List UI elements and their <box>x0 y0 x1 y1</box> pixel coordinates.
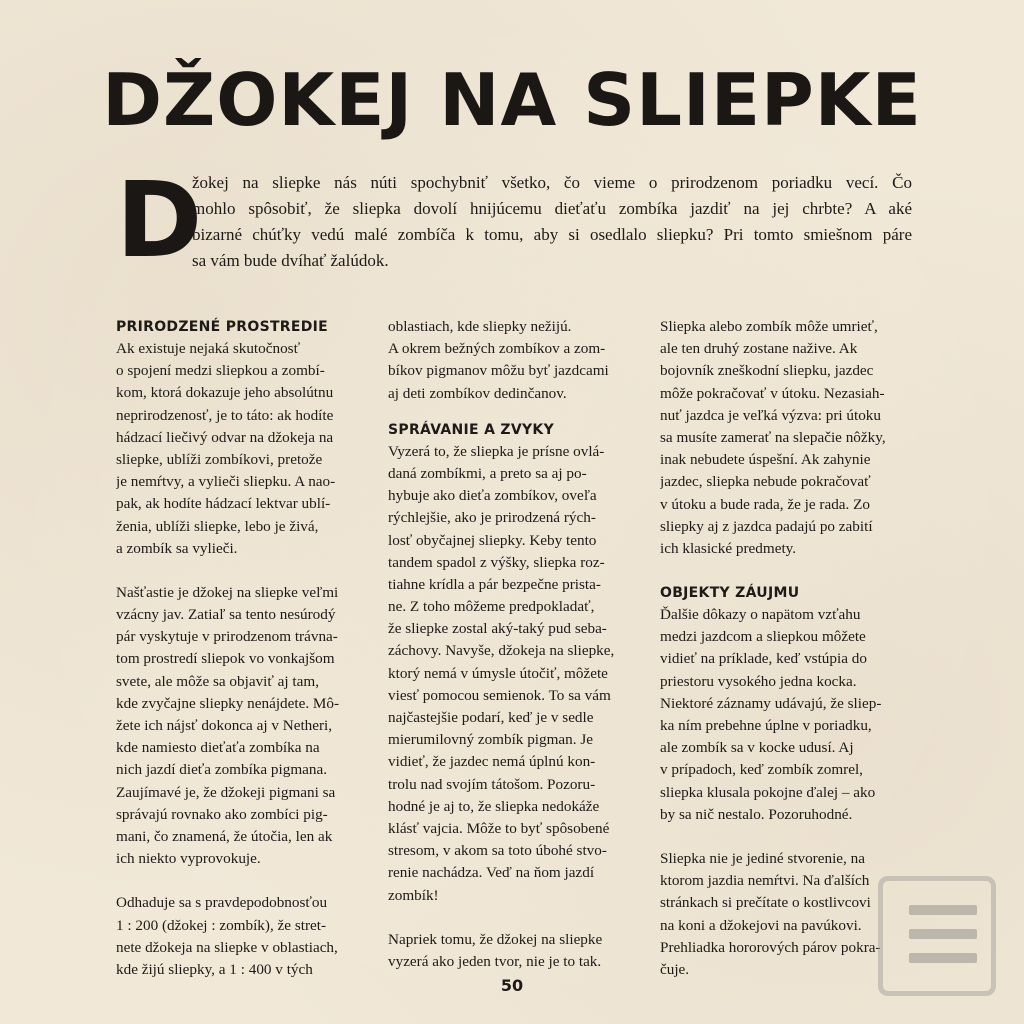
text-line: čuje. <box>660 960 690 978</box>
text-line: viesť pomocou semienok. To sa vám <box>388 686 611 704</box>
paragraph <box>388 441 638 907</box>
text-line: sliepka klusala pokojne ďalej – ako <box>660 783 876 801</box>
watermark-book-icon <box>878 876 996 996</box>
text-line: jazdec, sliepka nebude pokračovať <box>660 473 871 491</box>
paragraph <box>116 892 366 981</box>
text-line: mierumilovný zombík pigman. Je <box>388 731 594 749</box>
text-line: Prehliadka hororových párov pokra- <box>660 938 881 956</box>
text-line: by sa nič nestalo. Pozoruhodné. <box>660 805 853 823</box>
text-line: hádzací liečivý odvar na džokeja na <box>116 428 334 446</box>
text-line: vyzerá ako jeden tvor, nie je to tak. <box>388 952 602 970</box>
text-line: neprirodzenosť, je to táto: ak hodíte <box>116 406 334 424</box>
section-heading-interest: OBJEKTY ZÁUJMU <box>660 585 800 602</box>
paragraph <box>116 338 366 560</box>
text-line: kde namiesto dieťaťa zombíka na <box>116 739 320 757</box>
intro-line: žokej na sliepke nás núti spochybniť všetko, čo vieme o prirodzenom poriadku vecí. Čo <box>192 173 912 192</box>
text-line: losť obyčajnej sliepky. Keby tento <box>388 531 597 549</box>
text-line: klásť vajcia. Môže to byť spôsobené <box>388 819 610 837</box>
text-line: rýchlejšie, ako je prirodzená rých- <box>388 509 596 527</box>
text-line: Zaujímavé je, že džokeji pigmani sa <box>116 783 336 801</box>
drop-cap: D <box>116 159 203 281</box>
text-line: a zombík sa vylieči. <box>116 539 238 557</box>
text-line: medzi jazdcom a sliepkou môžete <box>660 628 866 646</box>
text-line: Ak existuje nejaká skutočnosť <box>116 340 301 357</box>
text-line: aj deti zombíkov dedinčanov. <box>388 384 567 402</box>
text-line: trolu nad svojím tátošom. Pozoru- <box>388 775 596 793</box>
text-line: sliepky aj z jazdca padajú po zabití <box>660 517 873 535</box>
text-line: kde žijú sliepky, a 1 : 400 v tých <box>116 960 313 978</box>
column-1 <box>116 316 366 981</box>
text-line: Našťastie je džokej na sliepke veľmi <box>116 583 339 601</box>
text-line: ka ním prebehne úplne v poriadku, <box>660 717 872 734</box>
text-line: nete džokeja na sliepke v oblastiach, <box>116 938 338 956</box>
text-line: o spojení medzi sliepkou a zombí- <box>116 362 325 380</box>
text-line: pak, ak hodíte hádzací lektvar ublí- <box>116 495 331 513</box>
page-title: DŽOKEJ NA SLIEPKE <box>102 58 922 142</box>
text-line: môže pokračovať v útoku. Nezasiah- <box>660 384 885 402</box>
text-line: žete ich nájsť dokonca aj v Netheri, <box>116 717 333 734</box>
intro-line: bizarné chúťky vedú malé zombíča k tomu, aby si osedlalo sliepku? Pri tomto smiešnom páre <box>192 225 912 244</box>
text-line: ne. Z toho môžeme predpokladať, <box>388 598 595 616</box>
text-line: ktorom jazdia nemŕtvi. Na ďalších <box>660 872 870 890</box>
text-line: tandem spadol z výšky, sliepka roz- <box>388 553 605 571</box>
text-line: pár vyskytuje v prirodzenom trávna- <box>116 628 338 646</box>
text-line: Napriek tomu, že džokej na sliepke <box>388 930 603 948</box>
text-line: priestoru vysokého jedna kocka. <box>660 672 857 690</box>
text-line: vidieť na príklade, keď vstúpia do <box>660 650 867 668</box>
text-line: hybuje ako dieťa zombíkov, oveľa <box>388 487 597 505</box>
paragraph <box>660 848 910 981</box>
text-line: nuť jazdca je veľká výzva: pri útoku <box>660 406 881 424</box>
text-line: bíkov pigmanov môžu byť jazdcami <box>388 362 609 380</box>
text-line: ale zombík sa v kocke udusí. Aj <box>660 739 854 757</box>
column-3 <box>660 316 910 981</box>
text-line: záchovy. Navyše, džokeja na sliepke, <box>388 642 615 660</box>
text-line: Ďalšie dôkazy o napätom vzťahu <box>660 606 861 624</box>
text-line: ženia, ublíži sliepke, lebo je živá, <box>116 517 319 535</box>
section-heading-behavior: SPRÁVANIE A ZVYKY <box>388 421 555 438</box>
text-line: kom, ktorá dokazuje jeho absolútnu <box>116 384 334 402</box>
text-line: na koni a džokejovi na pavúkovi. <box>660 916 862 934</box>
text-line: ktorý nemá v úmysle útočiť, môžete <box>388 664 608 682</box>
text-line: kde zvyčajne sliepky nenájdete. Mô- <box>116 694 340 712</box>
text-line: renie nachádza. Veď na ňom jazdí <box>388 864 595 882</box>
text-line: v útoku a bude rada, že je rada. Zo <box>660 495 870 513</box>
text-line: ich niekto vyprovokuje. <box>116 850 261 868</box>
text-line: hodné je aj to, že sliepka nedokáže <box>388 797 600 815</box>
text-line: ich klasické predmety. <box>660 539 797 557</box>
text-line: 1 : 200 (džokej : zombík), že stret- <box>116 916 327 934</box>
text-line: sa musíte zamerať na slepačie nôžky, <box>660 428 886 446</box>
text-line: najčastejšie podarí, keď je v sedle <box>388 709 594 726</box>
text-line: mani, čo znamená, že útočia, len ak <box>116 827 333 845</box>
text-line: Vyzerá to, že sliepka je prísne ovlá- <box>388 442 605 460</box>
page-number: 50 <box>500 976 524 995</box>
text-line: daná zombíkmi, a preto sa aj po- <box>388 464 587 482</box>
text-line: Sliepka alebo zombík môže umrieť, <box>660 318 878 335</box>
text-line: že sliepke zostal aký-taký pud seba- <box>388 620 607 638</box>
text-line: inak nebudete úspešní. Ak zahynie <box>660 451 871 469</box>
text-line: zombík! <box>388 886 439 904</box>
text-line: oblastiach, kde sliepky nežijú. <box>388 318 572 335</box>
text-line: vidieť, že jazdec nemá úplnú kon- <box>388 753 596 771</box>
paragraph <box>116 582 366 870</box>
text-line: v prípadoch, keď zombík zomrel, <box>660 761 863 779</box>
text-line: nich jazdí dieťa zombíka pigmana. <box>116 761 328 779</box>
text-line: správajú rovnako ako zombíci pig- <box>116 805 328 823</box>
text-line: je nemŕtvy, a vylieči sliepku. A nao- <box>116 473 336 491</box>
text-line: stresom, v akom sa toto úbohé stvo- <box>388 842 607 860</box>
text-line: Niektoré záznamy udávajú, že sliep- <box>660 694 882 712</box>
paragraph <box>660 604 910 826</box>
paragraph <box>388 929 638 973</box>
text-line: bojovník zneškodní sliepku, jazdec <box>660 362 874 380</box>
intro-text <box>192 170 912 274</box>
intro-line: sa vám bude dvíhať žalúdok. <box>192 251 389 270</box>
intro-line: mohlo spôsobiť, že sliepka dovolí hnijúcemu dieťaťu zombíka jazdiť na jej chrbte? A aké <box>192 199 912 218</box>
text-line: vzácny jav. Zatiaľ sa tento nesúrodý <box>116 606 336 624</box>
column-2 <box>388 316 638 973</box>
text-line: stránkach si prečítate o kostlivcovi <box>660 894 871 912</box>
text-line: Odhaduje sa s pravdepodobnosťou <box>116 894 328 912</box>
paragraph <box>660 316 910 560</box>
paragraph <box>388 316 638 405</box>
intro-paragraph <box>116 159 912 281</box>
text-line: ale ten druhý zostane nažive. Ak <box>660 340 858 358</box>
text-line: tiahne krídla a pár bezpečne prista- <box>388 575 601 593</box>
text-line: svete, ale môže sa objaviť aj tam, <box>116 672 320 690</box>
text-line: A okrem bežných zombíkov a zom- <box>388 340 606 358</box>
text-line: Sliepka nie je jediné stvorenie, na <box>660 849 865 867</box>
text-line: tom prostredí sliepok vo vonkajšom <box>116 650 335 668</box>
section-heading-habitat: PRIRODZENÉ PROSTREDIE <box>116 319 329 335</box>
text-line: sliepke, ublíži zombíkovi, pretože <box>116 450 323 468</box>
